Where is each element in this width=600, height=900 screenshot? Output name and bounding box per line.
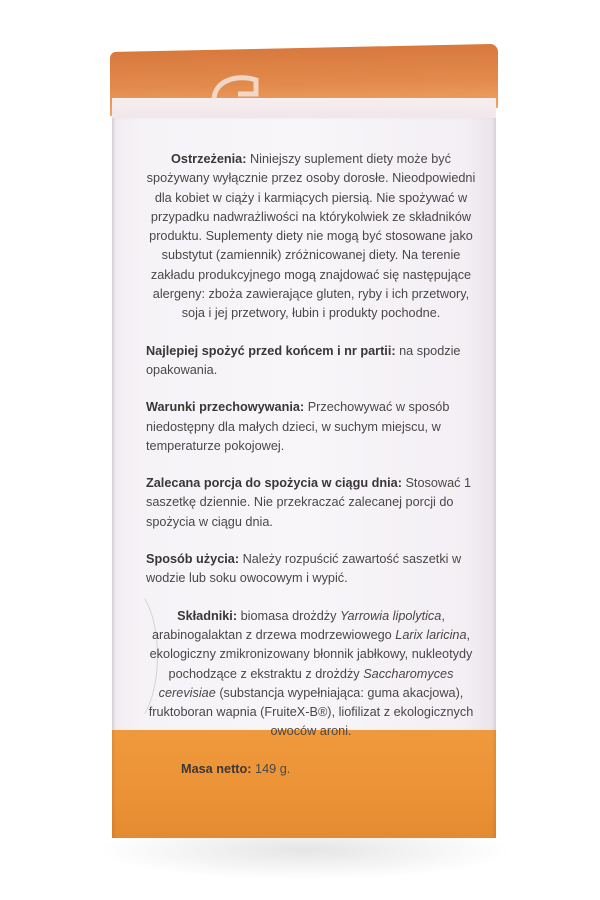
warnings-section [146,150,476,324]
best-before-section [146,342,476,381]
storage-text: Przechowywać w sposób niedostępny dla małych dzieci, w suchym miejscu, w temperaturze pokojowej. [146,400,450,453]
ingredients-part3: , ekologiczny zmikronizowany błonnik jabłkowy, nukleotydy pochodzące z ekstraktu z drożdży [149,627,473,681]
ingredient-yarrowia: Yarrowia lipolytica [340,608,442,623]
best-before-text: na spodzie opakowania. [146,343,461,377]
best-before-title: Najlepiej spożyć przed końcem i nr partii: [146,343,396,358]
net-mass-title: Masa netto: [181,761,252,776]
dose-title: Zalecana porcja do spożycia w ciągu dnia: [146,476,402,491]
ingredient-larix: Larix laricina [395,627,467,642]
ingredients-part4: (substancja wypełniająca: guma akacjowa), fruktoboran wapnia (FruiteX-B®), liofilizat z ekologicznych owoców aroni. [148,685,474,739]
usage-section [146,550,476,589]
net-mass-section [146,760,476,779]
warnings-title: Ostrzeżenia: [171,152,247,166]
ingredient-saccharomyces: Saccharomyces cerevisiae [158,666,454,700]
dose-text: Stosować 1 saszetkę dziennie. Nie przekraczać zalecanej porcji do spożycia w ciągu dnia. [146,476,472,529]
label-text [146,150,476,797]
usage-title: Sposób użycia: [146,552,240,567]
box-edge-right [492,118,496,838]
warnings-text: Niniejszy suplement diety może być spożywany wyłącznie przez osoby dorosłe. Nieodpowiedni dla kobiet w ciąży i karmiących piersią. Nie spożywać w przypadku nadwrażliwości na którykolwiek ze składników produktu. Suplementy diety nie mogą być stosowane jako substytut (zamiennik) zróżnicowanej diety. Na terenie zakładu produkcyjnego mogą znajdować się następujące alergeny: zboża zawierające gluten, ryby i ich przetwory, soja i jej przetwory, łubin i produkty pochodne. [146,152,476,321]
net-mass-value: 149 g. [255,761,291,776]
ingredients-part2: , arabinogalaktan z drzewa modrzewiowego [151,608,445,642]
box-edge-left [112,118,116,838]
ingredients-section [146,607,476,742]
storage-title: Warunki przechowywania: [146,400,305,415]
dose-section [146,474,476,532]
brand-logo-icon [208,70,278,104]
usage-text: Należy rozpuścić zawartość saszetki w wodzie lub soku owocowym i wypić. [146,552,462,586]
storage-section [146,398,476,456]
ingredients-title: Składniki: [177,608,238,623]
ingredients-part1: biomasa drożdży [240,608,337,623]
